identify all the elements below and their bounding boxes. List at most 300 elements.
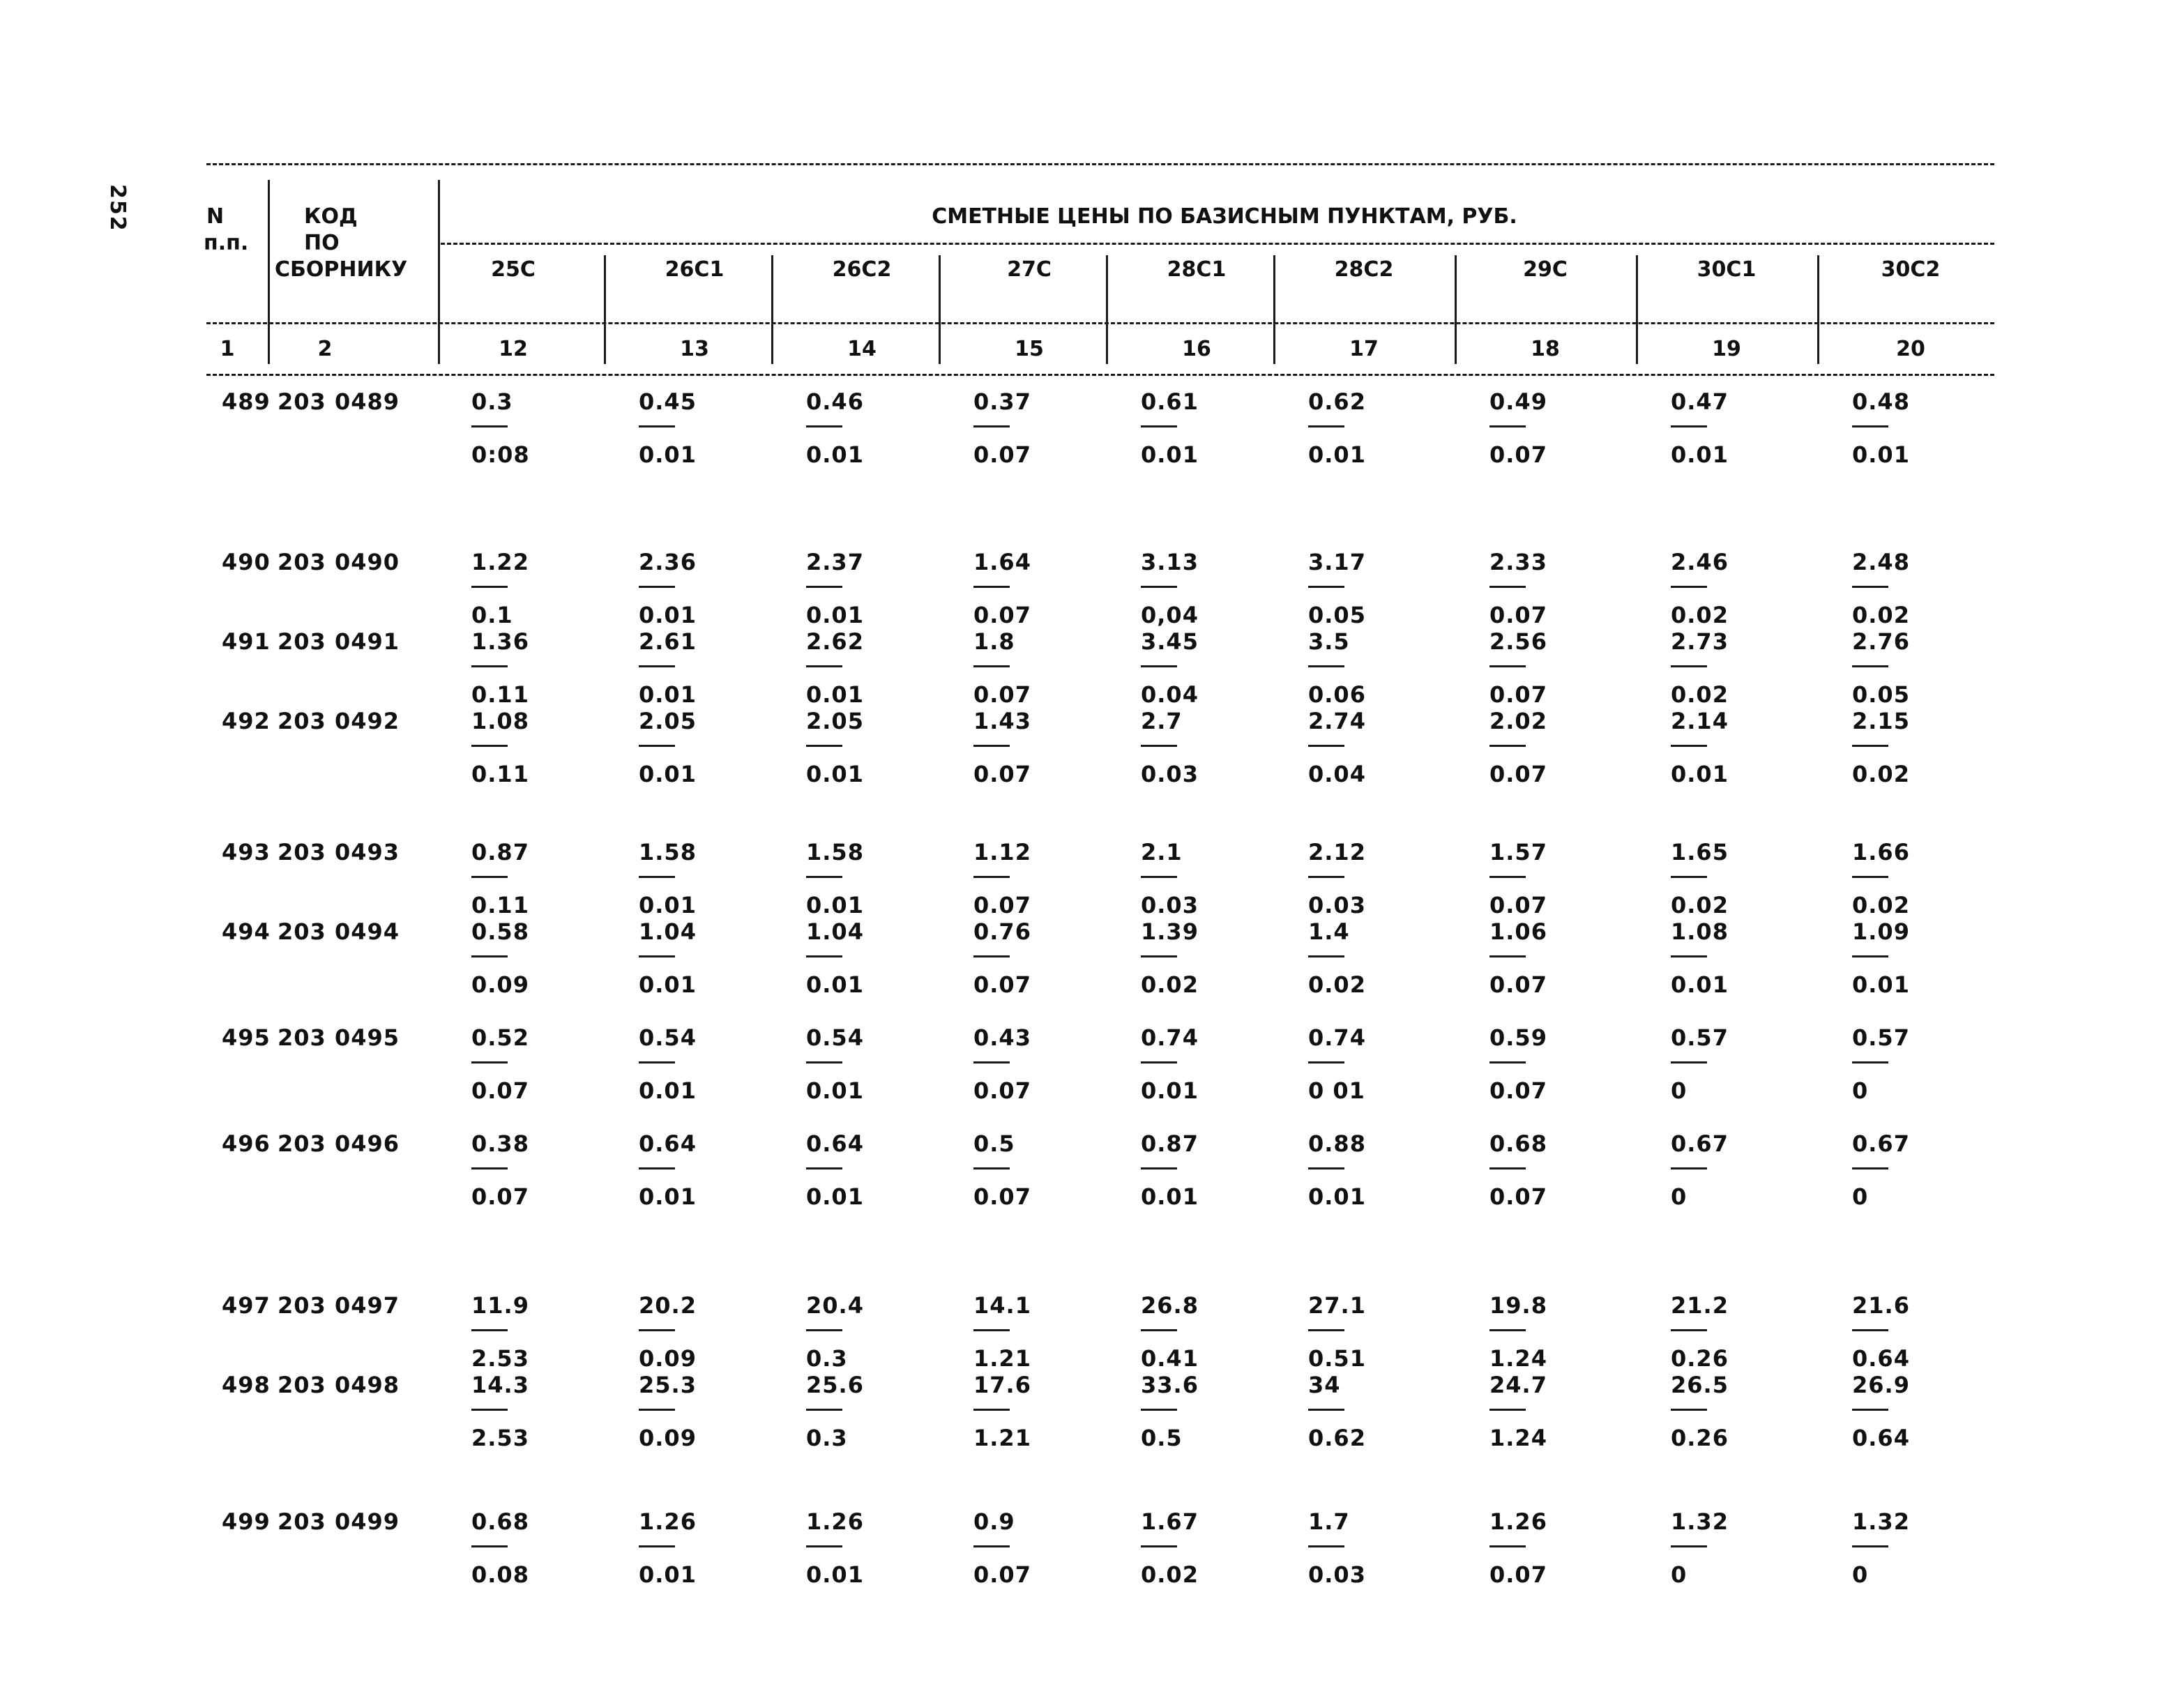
price-subvalue: 1.24: [1489, 1345, 1547, 1372]
price-subvalue: 0.01: [806, 681, 864, 708]
group-header-title: СМЕТНЫЕ ЦЕНЫ ПО БАЗИСНЫМ ПУНКТАМ, РУБ.: [932, 204, 1517, 229]
fraction-bar: [806, 1329, 842, 1331]
fraction-bar: [639, 1329, 675, 1331]
price-value: 0.57: [1671, 1024, 1729, 1051]
fraction-bar: [471, 1545, 508, 1547]
price-subvalue: 0.02: [1852, 892, 1910, 918]
price-subvalue: 0.07: [973, 1183, 1031, 1210]
fraction-bar: [1852, 955, 1888, 957]
price-subvalue: 0.07: [1489, 892, 1547, 918]
fraction-bar: [973, 1061, 1010, 1063]
row-number: 495: [222, 1024, 271, 1051]
price-subvalue: 0.01: [806, 761, 864, 787]
price-subvalue: 0.3: [806, 1345, 848, 1372]
price-subvalue: 0.26: [1671, 1425, 1729, 1451]
price-value: 0.68: [1489, 1130, 1547, 1157]
fraction-bar: [1852, 1061, 1888, 1063]
price-value: 2.02: [1489, 708, 1547, 734]
fraction-bar: [973, 665, 1010, 667]
price-value: 0.43: [973, 1024, 1031, 1051]
price-value: 21.6: [1852, 1292, 1910, 1319]
price-subvalue: 0.5: [1141, 1425, 1183, 1451]
column-header: 30С2: [1881, 257, 1941, 282]
price-subvalue: 0.01: [806, 1561, 864, 1588]
column-index: 20: [1896, 337, 1925, 361]
row-number: 496: [222, 1130, 271, 1157]
row-number: 499: [222, 1508, 271, 1535]
fraction-bar: [1308, 745, 1344, 747]
price-subvalue: 0.1: [471, 602, 513, 628]
price-subvalue: 0.11: [471, 892, 529, 918]
column-index: 19: [1712, 337, 1741, 361]
column-index: 14: [847, 337, 877, 361]
price-subvalue: 0.03: [1308, 892, 1366, 918]
price-value: 3.5: [1308, 628, 1350, 655]
fraction-bar: [806, 1545, 842, 1547]
price-value: 34: [1308, 1372, 1341, 1398]
fraction-bar: [973, 425, 1010, 427]
price-value: 1.66: [1852, 839, 1910, 865]
fraction-bar: [1852, 665, 1888, 667]
row-code: 203 0498: [278, 1372, 400, 1398]
price-subvalue: 0.01: [639, 681, 697, 708]
fraction-bar: [806, 745, 842, 747]
price-subvalue: 0.07: [471, 1077, 529, 1104]
price-subvalue: 0.01: [1141, 1077, 1199, 1104]
fraction-bar: [1308, 955, 1344, 957]
price-value: 1.26: [639, 1508, 697, 1535]
price-value: 2.14: [1671, 708, 1729, 734]
price-value: 1.65: [1671, 839, 1729, 865]
price-subvalue: 0.01: [639, 761, 697, 787]
price-value: 33.6: [1141, 1372, 1199, 1398]
price-value: 2.37: [806, 549, 864, 575]
price-value: 1.08: [471, 708, 529, 734]
row-code: 203 0491: [278, 628, 400, 655]
price-subvalue: 0.02: [1671, 892, 1729, 918]
fraction-bar: [806, 1167, 842, 1169]
price-subvalue: 0: [1671, 1561, 1688, 1588]
price-value: 1.12: [973, 839, 1031, 865]
fraction-bar: [1671, 745, 1707, 747]
price-subvalue: 0.02: [1141, 971, 1199, 998]
fraction-bar: [973, 955, 1010, 957]
price-value: 24.7: [1489, 1372, 1547, 1398]
col-separator-4: [1106, 255, 1108, 364]
price-subvalue: 0.01: [1141, 1183, 1199, 1210]
price-subvalue: 0.01: [639, 892, 697, 918]
fraction-bar: [1308, 586, 1344, 588]
column-header: 28С1: [1167, 257, 1227, 282]
price-subvalue: 0.01: [806, 602, 864, 628]
price-subvalue: 0.05: [1308, 602, 1366, 628]
price-subvalue: 0.01: [1141, 441, 1199, 468]
price-subvalue: 0.01: [806, 441, 864, 468]
price-value: 3.13: [1141, 549, 1199, 575]
fraction-bar: [1308, 665, 1344, 667]
price-subvalue: 0.62: [1308, 1425, 1366, 1451]
price-subvalue: 0.02: [1141, 1561, 1199, 1588]
column-header: 29С: [1523, 257, 1568, 282]
price-subvalue: 0.01: [1671, 971, 1729, 998]
price-value: 25.6: [806, 1372, 864, 1398]
price-value: 0.38: [471, 1130, 529, 1157]
price-value: 1.58: [806, 839, 864, 865]
price-subvalue: 0.01: [806, 1183, 864, 1210]
price-subvalue: 0.07: [973, 971, 1031, 998]
fraction-bar: [1671, 586, 1707, 588]
price-value: 2.7: [1141, 708, 1183, 734]
column-header: 30С1: [1697, 257, 1757, 282]
price-subvalue: 0.01: [1308, 1183, 1366, 1210]
num-header-line1: N: [206, 204, 225, 229]
price-value: 1.57: [1489, 839, 1547, 865]
price-subvalue: 0.41: [1141, 1345, 1199, 1372]
row-code: 203 0494: [278, 918, 400, 945]
fraction-bar: [806, 425, 842, 427]
price-value: 2.15: [1852, 708, 1910, 734]
price-value: 1.06: [1489, 918, 1547, 945]
price-value: 3.17: [1308, 549, 1366, 575]
price-subvalue: 0.01: [1852, 441, 1910, 468]
row-number: 490: [222, 549, 271, 575]
price-value: 2.05: [806, 708, 864, 734]
price-value: 0.67: [1852, 1130, 1910, 1157]
group-header-rule: [441, 243, 1994, 245]
price-value: 1.32: [1671, 1508, 1729, 1535]
price-subvalue: 0: [1671, 1077, 1688, 1104]
price-subvalue: 0.07: [973, 602, 1031, 628]
price-subvalue: 0.07: [1489, 971, 1547, 998]
price-subvalue: 0.07: [1489, 681, 1547, 708]
fraction-bar: [1852, 1167, 1888, 1169]
fraction-bar: [1671, 1061, 1707, 1063]
fraction-bar: [1852, 876, 1888, 878]
fraction-bar: [1852, 745, 1888, 747]
fraction-bar: [1489, 955, 1526, 957]
price-value: 0.47: [1671, 388, 1729, 415]
price-subvalue: 1.24: [1489, 1425, 1547, 1451]
price-subvalue: 0.08: [471, 1561, 529, 1588]
column-index: 13: [680, 337, 709, 361]
price-value: 1.22: [471, 549, 529, 575]
price-value: 19.8: [1489, 1292, 1547, 1319]
fraction-bar: [1852, 1545, 1888, 1547]
fraction-bar: [1308, 876, 1344, 878]
code-header-line1: КОД: [304, 204, 358, 229]
price-value: 2.74: [1308, 708, 1366, 734]
price-value: 0.64: [806, 1130, 864, 1157]
price-value: 1.04: [639, 918, 697, 945]
price-subvalue: 0.02: [1852, 761, 1910, 787]
price-subvalue: 0.05: [1852, 681, 1910, 708]
column-header: 27С: [1007, 257, 1052, 282]
price-subvalue: 0.01: [806, 971, 864, 998]
price-value: 2.46: [1671, 549, 1729, 575]
fraction-bar: [1671, 1409, 1707, 1411]
fraction-bar: [1308, 1061, 1344, 1063]
price-value: 0.61: [1141, 388, 1199, 415]
fraction-bar: [471, 745, 508, 747]
fraction-bar: [973, 1329, 1010, 1331]
table-top-rule: [206, 163, 1994, 165]
fraction-bar: [1852, 586, 1888, 588]
fraction-bar: [806, 586, 842, 588]
col-separator-2: [771, 255, 773, 364]
price-value: 2.36: [639, 549, 697, 575]
price-subvalue: 0 01: [1308, 1077, 1365, 1104]
price-value: 1.04: [806, 918, 864, 945]
row-code: 203 0496: [278, 1130, 400, 1157]
row-code: 203 0495: [278, 1024, 400, 1051]
price-subvalue: 0.07: [1489, 1077, 1547, 1104]
col-separator-5: [1273, 255, 1275, 364]
column-index: 15: [1015, 337, 1044, 361]
price-value: 0.54: [639, 1024, 697, 1051]
price-value: 2.61: [639, 628, 697, 655]
price-subvalue: 0.02: [1671, 681, 1729, 708]
column-header: 26С1: [665, 257, 725, 282]
price-value: 2.48: [1852, 549, 1910, 575]
price-value: 1.26: [1489, 1508, 1547, 1535]
price-value: 1.36: [471, 628, 529, 655]
fraction-bar: [471, 1409, 508, 1411]
price-subvalue: 0.01: [639, 971, 697, 998]
fraction-bar: [1671, 1329, 1707, 1331]
fraction-bar: [1141, 1329, 1177, 1331]
price-value: 0.9: [973, 1508, 1015, 1535]
fraction-bar: [1671, 425, 1707, 427]
price-subvalue: 0.07: [973, 1561, 1031, 1588]
fraction-bar: [639, 586, 675, 588]
price-value: 0.59: [1489, 1024, 1547, 1051]
price-subvalue: 0.01: [806, 892, 864, 918]
code-header-line2: ПО: [304, 231, 340, 255]
price-subvalue: 0.02: [1308, 971, 1366, 998]
column-index: 18: [1531, 337, 1560, 361]
price-value: 1.8: [973, 628, 1015, 655]
fraction-bar: [639, 955, 675, 957]
price-value: 11.9: [471, 1292, 529, 1319]
fraction-bar: [639, 425, 675, 427]
price-subvalue: 0.26: [1671, 1345, 1729, 1372]
col-separator-7: [1636, 255, 1638, 364]
price-subvalue: 0.02: [1852, 602, 1910, 628]
col-separator-code: [438, 180, 440, 364]
fraction-bar: [471, 665, 508, 667]
fraction-bar: [1141, 586, 1177, 588]
fraction-bar: [806, 1409, 842, 1411]
price-value: 0.88: [1308, 1130, 1366, 1157]
price-subvalue: 0.01: [1852, 971, 1910, 998]
price-subvalue: 0.09: [639, 1345, 697, 1372]
price-subvalue: 0.11: [471, 761, 529, 787]
fraction-bar: [1671, 665, 1707, 667]
fraction-bar: [639, 876, 675, 878]
fraction-bar: [471, 586, 508, 588]
fraction-bar: [973, 1167, 1010, 1169]
price-subvalue: 0.64: [1852, 1425, 1910, 1451]
price-value: 14.1: [973, 1292, 1031, 1319]
fraction-bar: [1308, 1167, 1344, 1169]
price-value: 2.76: [1852, 628, 1910, 655]
fraction-bar: [806, 1061, 842, 1063]
price-subvalue: 0.07: [973, 441, 1031, 468]
price-subvalue: 0.51: [1308, 1345, 1366, 1372]
price-value: 27.1: [1308, 1292, 1366, 1319]
price-subvalue: 0.07: [973, 681, 1031, 708]
price-subvalue: 2.53: [471, 1425, 529, 1451]
price-value: 0.5: [973, 1130, 1015, 1157]
price-value: 0.62: [1308, 388, 1366, 415]
price-value: 1.43: [973, 708, 1031, 734]
price-value: 0.45: [639, 388, 697, 415]
fraction-bar: [1852, 1409, 1888, 1411]
price-value: 1.7: [1308, 1508, 1350, 1535]
fraction-bar: [973, 876, 1010, 878]
row-code: 203 0499: [278, 1508, 400, 1535]
price-value: 0.68: [471, 1508, 529, 1535]
price-subvalue: 0.01: [639, 441, 697, 468]
price-subvalue: 0,04: [1141, 602, 1199, 628]
price-value: 25.3: [639, 1372, 697, 1398]
price-subvalue: 0.11: [471, 681, 529, 708]
fraction-bar: [973, 1409, 1010, 1411]
price-value: 0.67: [1671, 1130, 1729, 1157]
price-value: 1.58: [639, 839, 697, 865]
price-subvalue: 0.09: [639, 1425, 697, 1451]
price-subvalue: 0.07: [973, 1077, 1031, 1104]
price-value: 0.74: [1308, 1024, 1366, 1051]
fraction-bar: [471, 1329, 508, 1331]
price-subvalue: 0.01: [1671, 761, 1729, 787]
fraction-bar: [1141, 1545, 1177, 1547]
fraction-bar: [639, 1545, 675, 1547]
price-subvalue: 0.07: [1489, 602, 1547, 628]
header-bottom-rule: [206, 322, 1994, 324]
row-number: 489: [222, 388, 271, 415]
price-value: 1.39: [1141, 918, 1199, 945]
col-separator-3: [939, 255, 941, 364]
price-value: 17.6: [973, 1372, 1031, 1398]
fraction-bar: [1141, 745, 1177, 747]
code-header-line3: СБОРНИКУ: [275, 257, 408, 282]
row-number: 493: [222, 839, 271, 865]
price-value: 0.76: [973, 918, 1031, 945]
fraction-bar: [806, 876, 842, 878]
fraction-bar: [973, 586, 1010, 588]
column-header: 28С2: [1334, 257, 1394, 282]
row-number: 497: [222, 1292, 271, 1319]
price-subvalue: 0: [1852, 1077, 1869, 1104]
price-value: 26.8: [1141, 1292, 1199, 1319]
fraction-bar: [471, 955, 508, 957]
fraction-bar: [1852, 1329, 1888, 1331]
price-value: 1.09: [1852, 918, 1910, 945]
row-number: 498: [222, 1372, 271, 1398]
fraction-bar: [1141, 1409, 1177, 1411]
price-subvalue: 0.07: [1489, 1183, 1547, 1210]
fraction-bar: [471, 1061, 508, 1063]
price-subvalue: 0.64: [1852, 1345, 1910, 1372]
price-subvalue: 0.03: [1141, 892, 1199, 918]
price-subvalue: 1.21: [973, 1425, 1031, 1451]
price-value: 2.12: [1308, 839, 1366, 865]
price-subvalue: 0.01: [806, 1077, 864, 1104]
fraction-bar: [1671, 876, 1707, 878]
row-number: 492: [222, 708, 271, 734]
fraction-bar: [1671, 1545, 1707, 1547]
price-subvalue: 0.07: [973, 892, 1031, 918]
fraction-bar: [1308, 1409, 1344, 1411]
price-value: 20.2: [639, 1292, 697, 1319]
price-value: 0.57: [1852, 1024, 1910, 1051]
column-index: 12: [499, 337, 528, 361]
column-header: 25С: [491, 257, 536, 282]
column-index: 17: [1349, 337, 1379, 361]
price-value: 0.64: [639, 1130, 697, 1157]
fraction-bar: [639, 1167, 675, 1169]
price-value: 0.87: [1141, 1130, 1199, 1157]
price-value: 2.33: [1489, 549, 1547, 575]
fraction-bar: [1308, 1545, 1344, 1547]
fraction-bar: [639, 1409, 675, 1411]
price-subvalue: 0.04: [1308, 761, 1366, 787]
price-value: 1.67: [1141, 1508, 1199, 1535]
price-subvalue: 0.07: [1489, 1561, 1547, 1588]
index-row-rule: [206, 374, 1994, 376]
fraction-bar: [1489, 665, 1526, 667]
fraction-bar: [973, 745, 1010, 747]
price-subvalue: 0.07: [1489, 441, 1547, 468]
price-subvalue: 0.01: [1671, 441, 1729, 468]
price-subvalue: 1.21: [973, 1345, 1031, 1372]
price-value: 1.64: [973, 549, 1031, 575]
fraction-bar: [639, 665, 675, 667]
price-subvalue: 0.07: [973, 761, 1031, 787]
price-subvalue: 0.09: [471, 971, 529, 998]
row-code: 203 0489: [278, 388, 400, 415]
fraction-bar: [639, 745, 675, 747]
fraction-bar: [1141, 955, 1177, 957]
fraction-bar: [1141, 876, 1177, 878]
num-header-line2: п.п.: [204, 231, 249, 255]
fraction-bar: [1489, 425, 1526, 427]
fraction-bar: [1852, 425, 1888, 427]
fraction-bar: [1489, 876, 1526, 878]
price-value: 26.5: [1671, 1372, 1729, 1398]
col-separator-8: [1817, 255, 1819, 364]
price-subvalue: 0.07: [1489, 761, 1547, 787]
price-subvalue: 0.3: [806, 1425, 848, 1451]
price-subvalue: 0.01: [639, 1077, 697, 1104]
price-value: 20.4: [806, 1292, 864, 1319]
price-subvalue: 0.01: [1308, 441, 1366, 468]
row-code: 203 0497: [278, 1292, 400, 1319]
price-value: 0.58: [471, 918, 529, 945]
price-value: 1.4: [1308, 918, 1350, 945]
price-value: 26.9: [1852, 1372, 1910, 1398]
fraction-bar: [1489, 1409, 1526, 1411]
column-header: 26С2: [832, 257, 892, 282]
price-subvalue: 0.01: [639, 602, 697, 628]
price-value: 0.54: [806, 1024, 864, 1051]
price-value: 0.87: [471, 839, 529, 865]
fraction-bar: [1141, 425, 1177, 427]
price-value: 2.62: [806, 628, 864, 655]
fraction-bar: [1308, 1329, 1344, 1331]
fraction-bar: [1489, 1545, 1526, 1547]
